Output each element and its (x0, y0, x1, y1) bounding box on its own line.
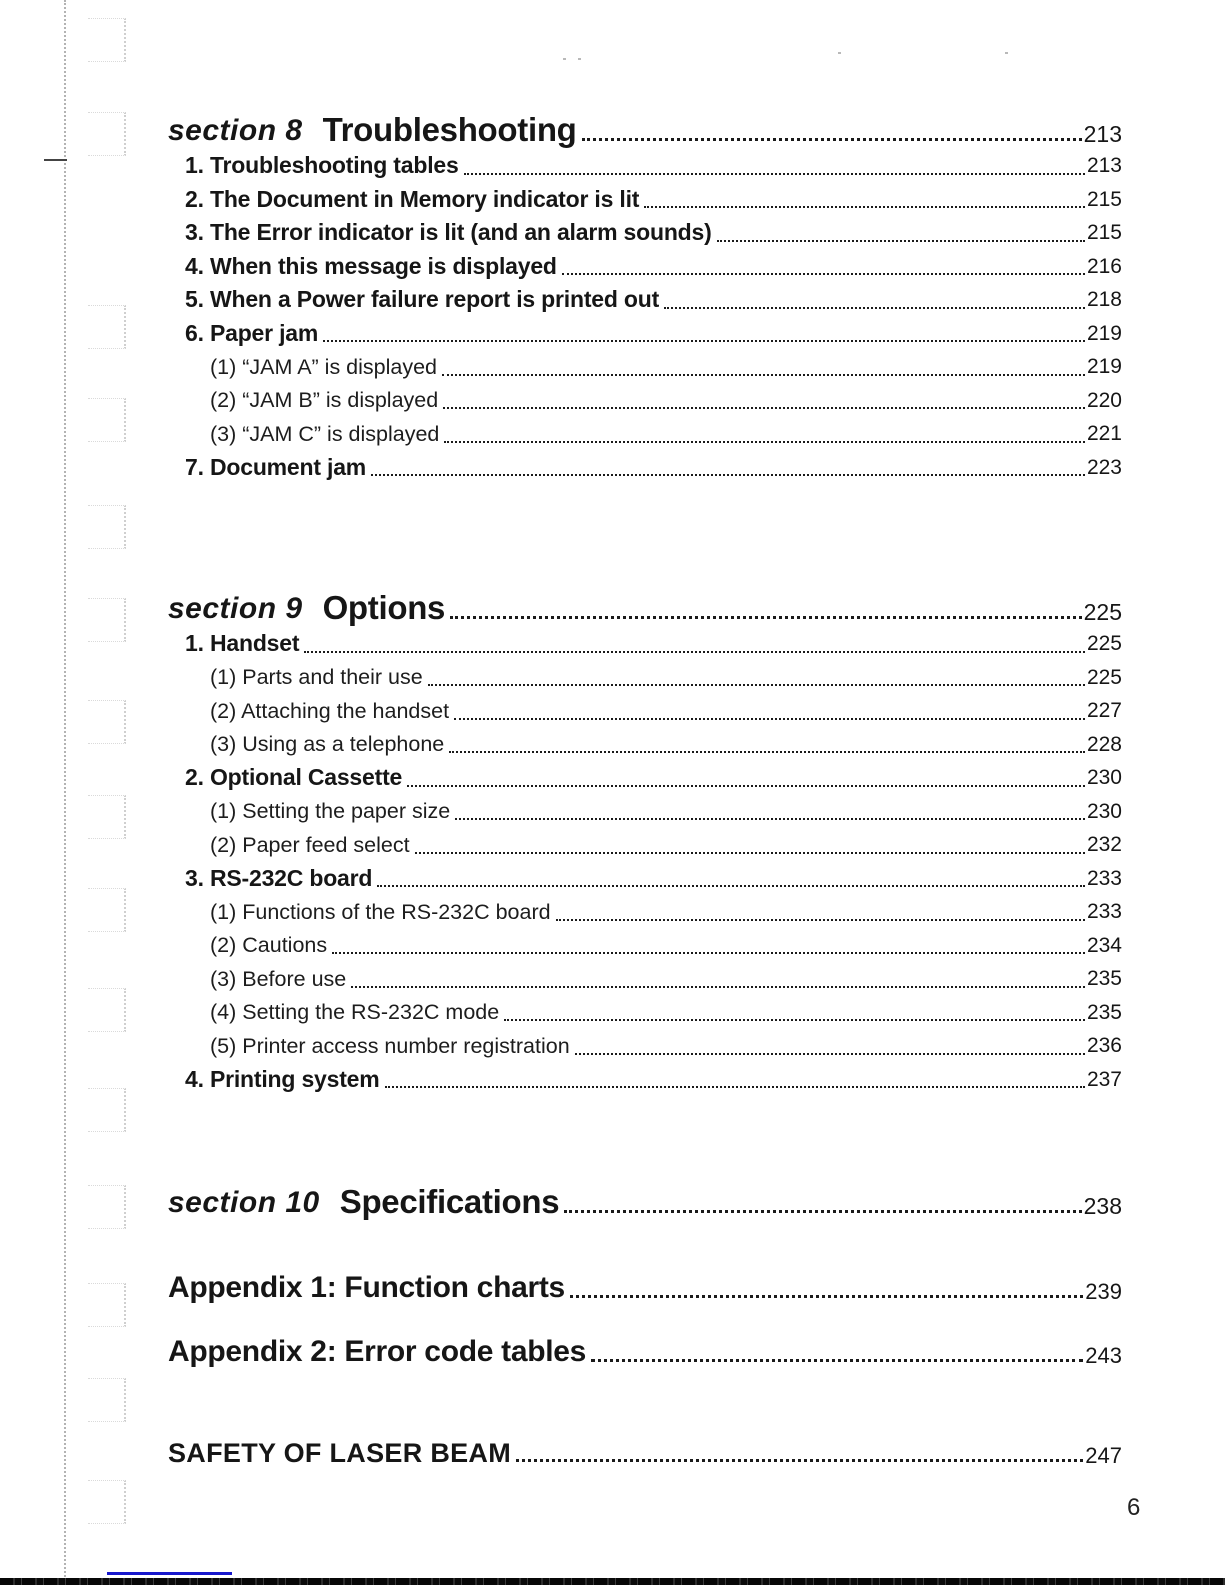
section-title: Options (322, 589, 446, 626)
toc-entry-page: 228 (1086, 732, 1122, 756)
binder-hole-artifact (88, 988, 126, 1032)
toc-entry-page: 213 (1086, 154, 1122, 178)
dot-leader (407, 785, 1085, 787)
toc-entry-label: (1) Setting the paper size (210, 799, 451, 824)
dot-leader (591, 1359, 1083, 1362)
dot-leader (556, 919, 1085, 921)
toc-entry-label: 2. Optional Cassette (185, 764, 403, 791)
scan-edge-line (64, 0, 66, 1577)
toc-entry-page: 225 (1086, 632, 1122, 656)
toc-entry (168, 930, 1122, 964)
appendix-title: Appendix 2: Error code tables (168, 1335, 587, 1368)
toc-entry (168, 829, 1122, 863)
toc-entry (168, 452, 1122, 486)
toc-entry-page: 225 (1086, 665, 1122, 689)
dot-leader (443, 407, 1085, 409)
toc-entry-label: 1. Troubleshooting tables (185, 152, 459, 179)
binder-hole-artifact (88, 18, 126, 62)
toc-entry-label: 3. The Error indicator is lit (and an alarm sounds) (185, 219, 712, 246)
toc-entry (168, 251, 1122, 285)
dot-leader (332, 952, 1085, 954)
dot-leader (564, 1210, 1081, 1213)
toc-entry-label: (3) Before use (210, 966, 347, 991)
dot-leader (304, 651, 1085, 653)
toc-entry-label: 7. Document jam (185, 453, 367, 480)
binder-hole-artifact (88, 700, 126, 744)
toc-entry (168, 628, 1122, 662)
toc-entry (168, 762, 1122, 796)
toc-entry-label: 2. The Document in Memory indicator is lit (185, 185, 640, 212)
toc-entry (168, 217, 1122, 251)
dot-leader (415, 852, 1085, 854)
toc-entry-page: 235 (1086, 1000, 1122, 1024)
toc-entry-page: 230 (1086, 799, 1122, 823)
dot-leader (371, 474, 1085, 476)
toc-section-9 (168, 578, 1122, 1097)
dot-leader (323, 340, 1085, 342)
dot-leader (442, 374, 1085, 376)
toc-section-header (168, 1172, 1122, 1222)
toc-entry-label: 6. Paper jam (185, 319, 319, 346)
binder-hole-artifact (88, 398, 126, 442)
dot-leader (570, 1295, 1083, 1298)
toc-entry (168, 1262, 1122, 1308)
dot-leader (455, 818, 1085, 820)
dot-leader (377, 885, 1085, 887)
safety-title: SAFETY OF LASER BEAM (168, 1438, 512, 1468)
binder-hole-artifact (88, 795, 126, 839)
dot-leader (444, 441, 1085, 443)
toc-appendix-1 (168, 1262, 1122, 1308)
toc-entry-label: 4. Printing system (185, 1065, 380, 1092)
section-title: Troubleshooting (322, 111, 577, 148)
dot-leader (516, 1459, 1083, 1462)
toc-entry-page: 219 (1086, 355, 1122, 379)
dot-leader (664, 307, 1085, 309)
dot-leader (562, 273, 1085, 275)
toc-entry-page: 236 (1086, 1034, 1122, 1058)
toc-entry-label: (2) “JAM B” is displayed (210, 388, 439, 413)
toc-entry-page: 223 (1086, 455, 1122, 479)
binder-hole-artifact (88, 598, 126, 642)
dot-leader (575, 1053, 1085, 1055)
toc-entry (168, 418, 1122, 452)
toc-entry (168, 997, 1122, 1031)
safety-page: 247 (1085, 1443, 1122, 1468)
section-page: 238 (1083, 1193, 1122, 1219)
dot-leader (717, 240, 1085, 242)
binder-hole-artifact (88, 305, 126, 349)
toc-entry-label: (1) Parts and their use (210, 665, 423, 690)
binder-hole-artifact (88, 1185, 126, 1229)
toc-entry (168, 1326, 1122, 1372)
toc-entry-label: 3. RS-232C board (185, 864, 373, 891)
binder-hole-artifact (88, 505, 126, 549)
binder-hole-artifact (88, 1480, 126, 1524)
dot-leader (428, 684, 1085, 686)
toc-entry (168, 351, 1122, 385)
dot-leader (351, 986, 1085, 988)
toc-entry-label: (1) Functions of the RS-232C board (210, 899, 551, 924)
toc-entry (168, 318, 1122, 352)
bottom-blue-line (107, 1572, 232, 1575)
toc-entry (168, 150, 1122, 184)
toc-entry (168, 963, 1122, 997)
toc-entry (168, 284, 1122, 318)
toc-entry-page: 215 (1086, 221, 1122, 245)
section-prefix: section 8 (168, 114, 303, 147)
toc-entry-page: 232 (1086, 833, 1122, 857)
toc-entry-label: (4) Setting the RS-232C mode (210, 1000, 500, 1025)
toc-entry (168, 695, 1122, 729)
appendix-page: 239 (1085, 1279, 1122, 1304)
toc-entry-page: 215 (1086, 187, 1122, 211)
toc-entry (168, 1432, 1122, 1472)
scan-speck (563, 58, 566, 60)
toc-entry-page: 233 (1086, 866, 1122, 890)
toc-entry-label: (2) Paper feed select (210, 832, 410, 857)
scan-tick-mark (44, 159, 67, 161)
toc-entry-label: (1) “JAM A” is displayed (210, 354, 438, 379)
toc-safety-entry (168, 1432, 1122, 1472)
scan-speck (1005, 52, 1008, 54)
toc-entry-label: 1. Handset (185, 630, 300, 657)
toc-entry (168, 662, 1122, 696)
toc-entry-label: 5. When a Power failure report is printed out (185, 286, 660, 313)
binder-hole-artifact (88, 1378, 126, 1422)
dot-leader (385, 1086, 1085, 1088)
toc-entry-label: (3) “JAM C” is displayed (210, 421, 440, 446)
toc-entry-page: 233 (1086, 900, 1122, 924)
toc-entry-page: 218 (1086, 288, 1122, 312)
dot-leader (582, 138, 1082, 141)
scan-speck (578, 58, 581, 60)
toc-appendix-2 (168, 1326, 1122, 1372)
toc-entry-page: 230 (1086, 766, 1122, 790)
appendix-page: 243 (1085, 1343, 1122, 1368)
toc-section-10 (168, 1172, 1122, 1222)
section-title: Specifications (339, 1183, 560, 1220)
section-page: 213 (1083, 121, 1122, 147)
toc-entry-label: (5) Printer access number registration (210, 1033, 570, 1058)
toc-section-8 (168, 100, 1122, 485)
toc-entry-page: 234 (1086, 933, 1122, 957)
toc-entry (168, 896, 1122, 930)
dot-leader (449, 751, 1085, 753)
toc-entry (168, 1064, 1122, 1098)
section-prefix: section 10 (168, 1186, 320, 1219)
toc-entry (168, 184, 1122, 218)
binder-hole-artifact (88, 1088, 126, 1132)
binder-hole-artifact (88, 888, 126, 932)
toc-entry (168, 729, 1122, 763)
toc-entry-page: 219 (1086, 321, 1122, 345)
dot-leader (454, 718, 1085, 720)
toc-entry-label: (2) Attaching the handset (210, 698, 450, 723)
toc-entry-page: 220 (1086, 388, 1122, 412)
appendix-title: Appendix 1: Function charts (168, 1271, 565, 1304)
scan-speck (838, 52, 841, 54)
dot-leader (504, 1019, 1085, 1021)
toc-entry-label: (3) Using as a telephone (210, 732, 445, 757)
toc-entry (168, 863, 1122, 897)
dot-leader (450, 616, 1082, 619)
toc-entry-label: (2) Cautions (210, 933, 328, 958)
dot-leader (464, 173, 1085, 175)
binder-hole-artifact (88, 1283, 126, 1327)
toc-entry-label: 4. When this message is displayed (185, 252, 557, 279)
section-prefix: section 9 (168, 592, 303, 625)
binder-hole-artifact (88, 112, 126, 156)
toc-entry-page: 235 (1086, 967, 1122, 991)
toc-entry (168, 385, 1122, 419)
toc-entry-page: 237 (1086, 1067, 1122, 1091)
toc-section-header (168, 100, 1122, 150)
dot-leader (644, 206, 1085, 208)
toc-entry (168, 796, 1122, 830)
toc-entry-page: 227 (1086, 699, 1122, 723)
toc-entry (168, 1030, 1122, 1064)
page-number: 6 (1127, 1494, 1141, 1521)
section-page: 225 (1083, 599, 1122, 625)
toc-section-header (168, 578, 1122, 628)
scan-bottom-band (0, 1578, 1225, 1585)
toc-entry-page: 216 (1086, 254, 1122, 278)
toc-entry-page: 221 (1086, 422, 1122, 446)
